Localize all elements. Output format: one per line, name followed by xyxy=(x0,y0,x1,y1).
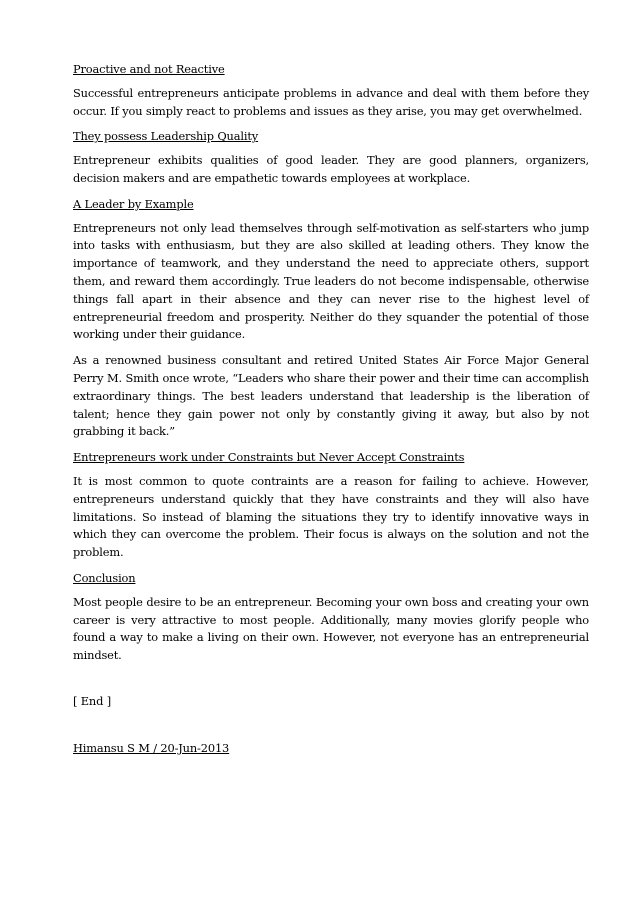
section-proactive xyxy=(73,61,589,120)
section-leadership-quality xyxy=(73,128,589,187)
paragraph: Entrepreneur exhibits qualities of good leader. They are good planners, organizers, decision makers and are empathetic towards employees at workplace. xyxy=(73,153,589,185)
section-constraints xyxy=(73,449,589,562)
section-heading: Entrepreneurs work under Constraints but Never Accept Constraints xyxy=(73,450,465,465)
paragraph: Most people desire to be an entrepreneur. Becoming your own boss and creating your own career is very attractive to most people. Additionally, many movies glorify people who found a way to make a living on their own. However, not everyone has an entrepreneurial mindset. xyxy=(73,594,589,663)
section-heading: A Leader by Example xyxy=(73,196,194,211)
paragraph: As a renowned business consultant and retired United States Air Force Major General Perry M. Smith once wrote, “Leaders who share their power and their time can accomplish extraordinary things. The best leaders understand that leadership is the liberation of talent; hence they gain power not only by constantly giving it away, but also by not grabbing it back.” xyxy=(73,353,589,439)
paragraph: Entrepreneurs not only lead themselves through self-motivation as self-starters who jump into tasks with enthusiasm, but they are also skilled at leading others. They know the importance of teamwork, and they understand the need to appreciate others, support them, and reward them accordingly. True leaders do not become indispensable, otherwise things fall apart in their absence and they can never rise to the highest level of entrepreneurial freedom and prosperity. Neither do they squander the potential of those working under their guidance. xyxy=(73,220,589,342)
section-heading: Conclusion xyxy=(73,570,136,585)
paragraph: Successful entrepreneurs anticipate problems in advance and deal with them before they occur. If you simply react to problems and issues as they arise, you may get overwhelmed. xyxy=(73,85,589,118)
author-signature-line: Himansu S M / 20-Jun-2013 xyxy=(73,740,230,755)
end-marker: [ End ] xyxy=(73,693,112,708)
section-heading: Proactive and not Reactive xyxy=(73,62,225,76)
section-heading: They possess Leadership Quality xyxy=(73,129,259,144)
document-page xyxy=(73,61,589,758)
paragraph: It is most common to quote contraints are a reason for failing to achieve. However, entrepreneurs understand quickly that they have constraints and they will also have limitations. So instead of blaming the situations they try to identify innovative ways in which they can overcome the problem. Their focus is always on the solution and not the problem. xyxy=(73,473,589,560)
section-leader-by-example xyxy=(73,196,589,441)
section-conclusion xyxy=(73,570,589,665)
